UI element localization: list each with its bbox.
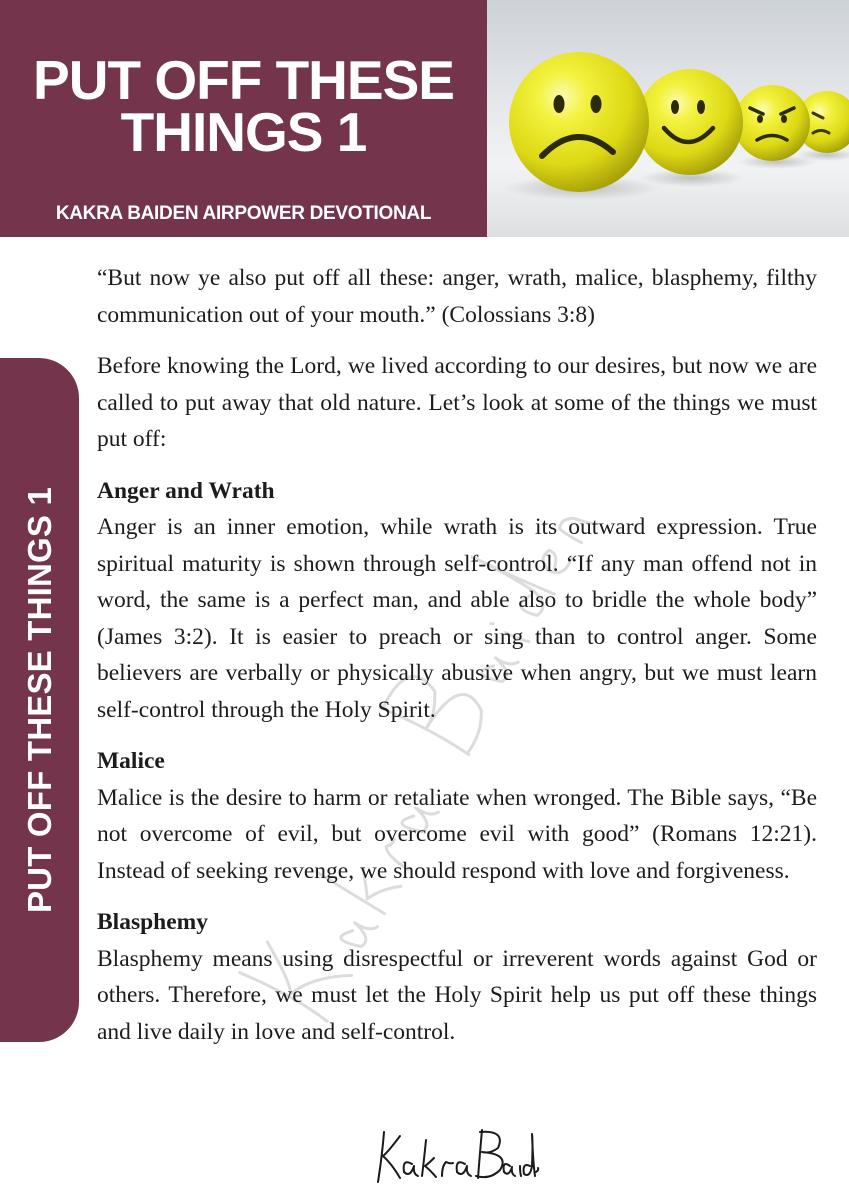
section-malice bbox=[97, 743, 817, 889]
devotional-content bbox=[97, 260, 817, 1065]
smiling-face-ball bbox=[637, 69, 743, 175]
emoji-balls-illustration bbox=[487, 0, 849, 237]
header bbox=[0, 0, 849, 237]
section-body: Blasphemy means using disrespectful or irreverent words against God or others. Therefore, we must let the Holy Spirit help us put off these things and live daily in love and self-control. bbox=[97, 945, 817, 1045]
section-blasphemy bbox=[97, 904, 817, 1050]
page-title-line-1: PUT OFF THESE bbox=[33, 49, 454, 111]
emoji-balls-photo bbox=[487, 0, 849, 237]
angry-face-ball bbox=[734, 85, 810, 161]
sad-face-ball bbox=[509, 52, 649, 192]
section-heading: Malice bbox=[97, 748, 165, 774]
section-anger-and-wrath bbox=[97, 473, 817, 729]
intro-paragraph: Before knowing the Lord, we lived according to our desires, but now we are called to put away that old nature. Let’s look at some of the things we must put off: bbox=[97, 353, 817, 452]
page-title-line-2: THINGS 1 bbox=[120, 101, 367, 163]
author-signature bbox=[370, 1122, 540, 1188]
section-body: Anger is an inner emotion, while wrath is its outward expression. True spiritual maturity is shown through self-control. “If any man offend not in word, the same is a perfect man, and able also to bridle the whole body” (James 3:2). It is easier to preach or sing than to control anger. Some believers are verbally or physically abusive when angry, but we must learn self-control through the Holy Spirit. bbox=[97, 514, 817, 723]
side-tab bbox=[0, 358, 79, 1042]
header-panel bbox=[0, 0, 487, 237]
page-title bbox=[0, 49, 487, 163]
section-heading: Anger and Wrath bbox=[97, 477, 275, 504]
section-body: Malice is the desire to harm or retaliate when wronged. The Bible says, “Be not overcome of evil, but overcome evil with good” (Romans 12:21). Instead of seeking revenge, we should respond with love and forgiveness. bbox=[97, 784, 817, 884]
section-heading: Blasphemy bbox=[97, 909, 208, 935]
side-tab-label: PUT OFF THESE THINGS 1 bbox=[21, 486, 58, 914]
devotional-subtitle: KAKRA BAIDEN AIRPOWER DEVOTIONAL bbox=[55, 203, 432, 224]
scripture-verse: “But now ye also put off all these: anger, wrath, malice, blasphemy, filthy communication out of your mouth.” (Colossians 3:8) bbox=[97, 265, 817, 328]
